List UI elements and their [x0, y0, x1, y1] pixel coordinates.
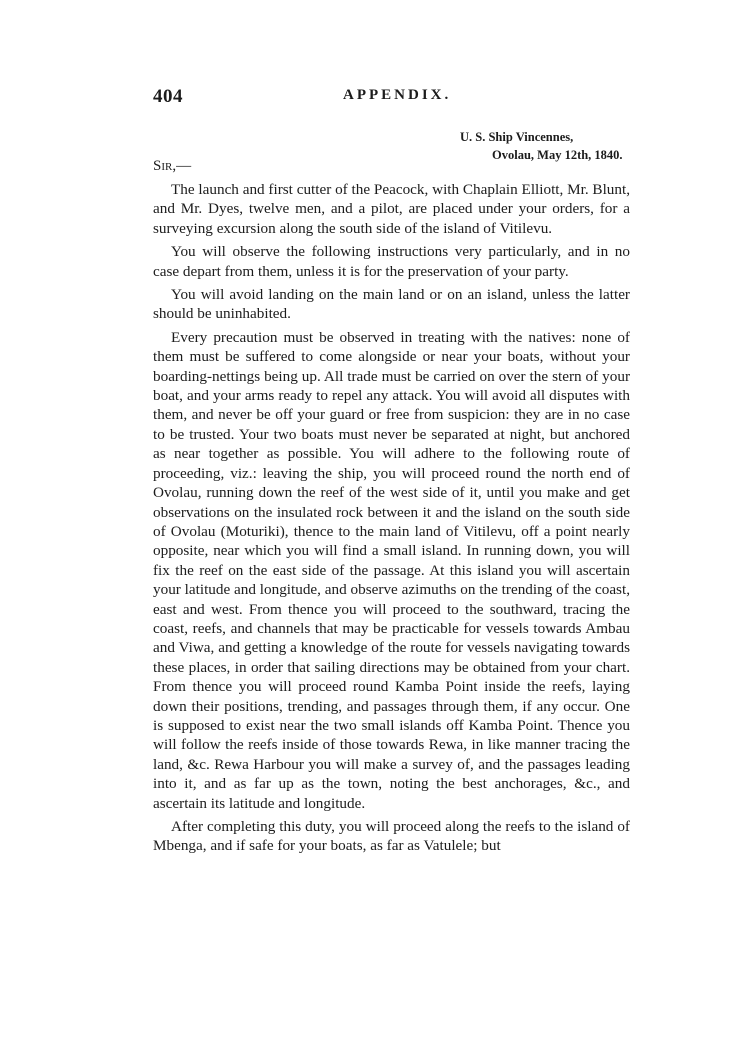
letter-salutation: Sir,—	[153, 158, 192, 174]
dateline-place-date: Ovolau, May 12th, 1840.	[492, 148, 623, 162]
paragraph: After completing this duty, you will proceed along the reefs to the island of Mbenga, and if safe for your boats, as far as Vatulele; but	[153, 818, 630, 855]
paragraph: You will observe the following instructions very particularly, and in no case depart from them, unless it is for the preservation of your party.	[153, 243, 630, 280]
letter-dateline	[440, 128, 623, 164]
paragraph: Every precaution must be observed in treating with the natives: none of them must be suffered to come alongside or near your boats, without your boarding-nettings being up. All trade must be carried on over the stern of your boat, and your arms ready to repel any attack. You will avoid all disputes with them, and never be off your guard or free from suspicion: they are in no case to be trusted. Your two boats must never be separated at night, but anchored as near together as possible. You will adhere to the following route of proceeding, viz.: leaving the ship, you will proceed round the north end of Ovolau, running down the reef of the west side of it, until you make and get observations on the insulated rock between it and the island on the south side of Ovolau (Moturiki), thence to the main land of Vitilevu, off a point nearly opposite, near which you will find a small island. In running down, you will fix the reef on the east side of the passage. At this island you will ascertain your latitude and longitude, and observe azimuths on the trending of the coast, east and west. From thence you will proceed to the southward, tracing the coast, reefs, and channels that may be practicable for vessels towards Ambau and Viwa, and getting a knowledge of the route for vessels navigating towards these places, in order that sailing directions may be obtained from your chart. From thence you will proceed round Kamba Point inside the reefs, laying down their positions, trending, and passages through them, if any occur. One is supposed to exist near the two small islands off Kamba Point. Thence you will follow the reefs inside of those towards Rewa, in like manner tracing the land, &c. Rewa Harbour you will make a survey of, and the passages leading into it, and as far up as the town, noting the best anchorages, &c., and ascertain its latitude and longitude.	[153, 328, 630, 812]
page-number: 404	[153, 86, 183, 107]
letter-body	[153, 180, 630, 860]
dateline-ship: U. S. Ship Vincennes,	[460, 130, 574, 144]
paragraph: The launch and first cutter of the Peacock, with Chaplain Elliott, Mr. Blunt, and Mr. Dyes, twelve men, and a pilot, are placed under your orders, for a surveying excursion along the south side of the island of Vitilevu.	[153, 181, 630, 237]
running-head: APPENDIX.	[343, 87, 452, 103]
page-header	[153, 86, 633, 110]
paragraph: You will avoid landing on the main land or on an island, unless the latter should be uninhabited.	[153, 286, 630, 323]
